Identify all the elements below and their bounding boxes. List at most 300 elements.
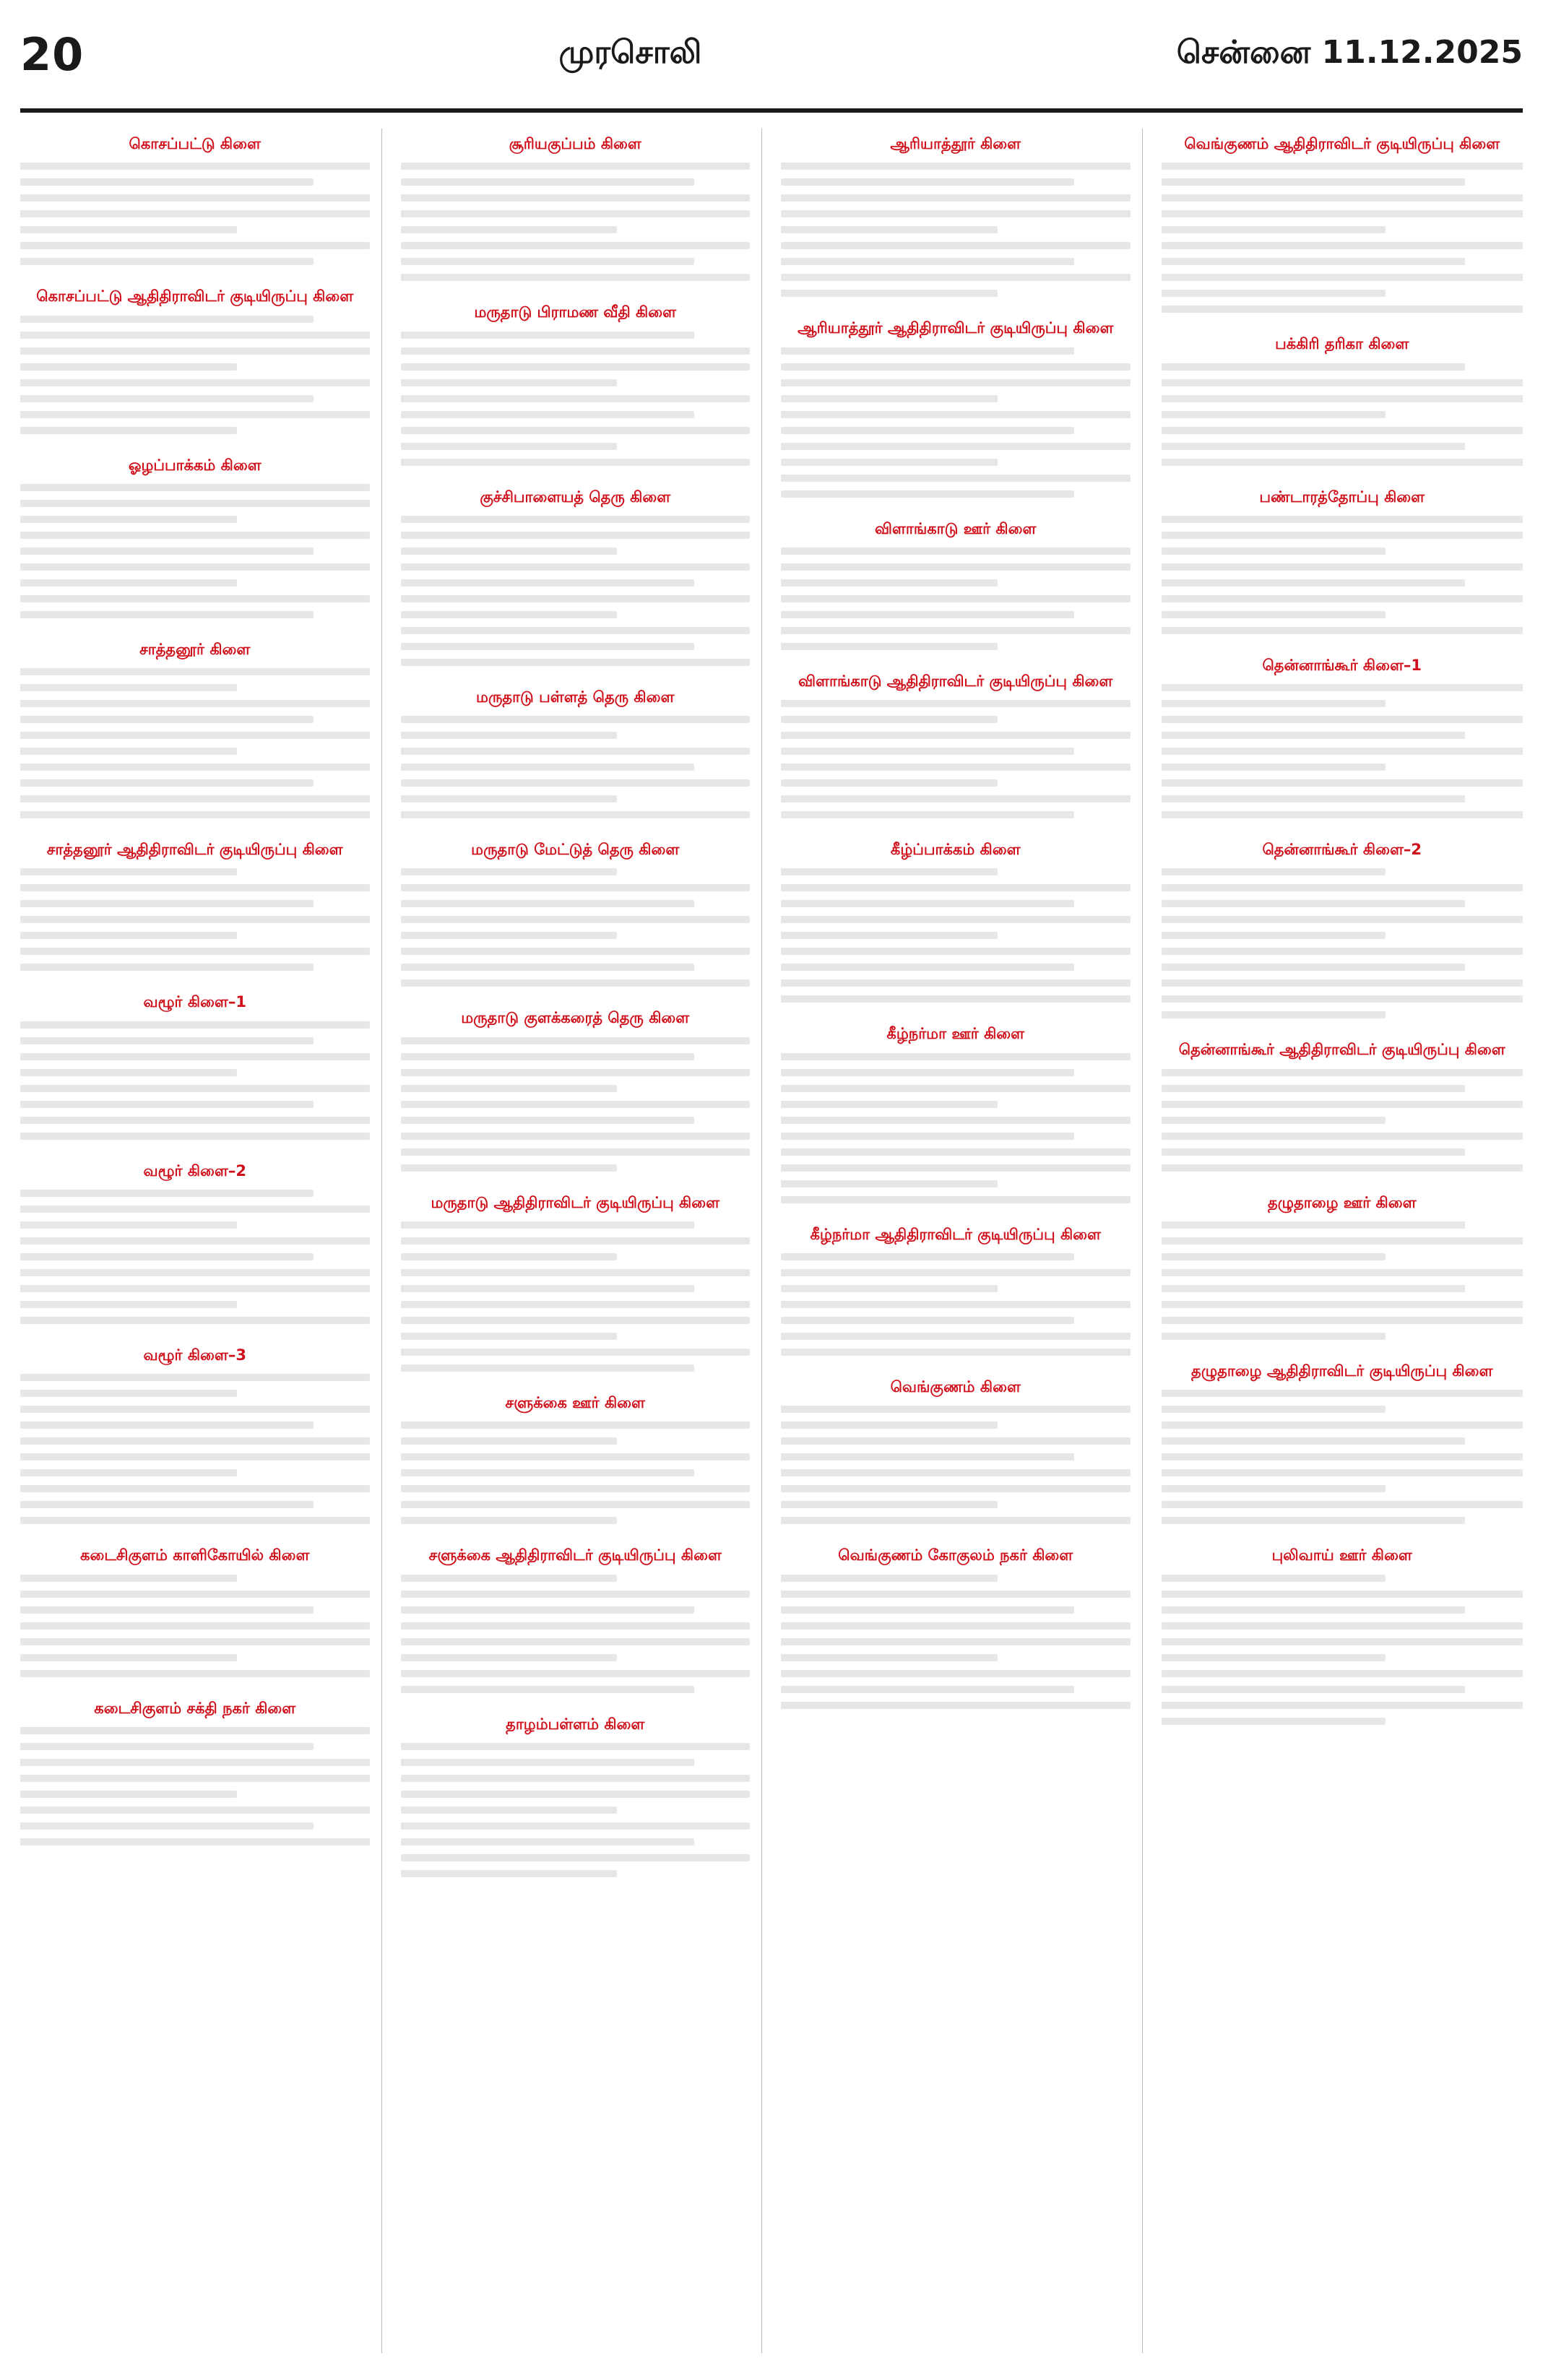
text-line-placeholder [401, 1591, 751, 1598]
text-line-placeholder [20, 1085, 370, 1092]
text-line-placeholder [20, 948, 370, 955]
text-line-placeholder [20, 684, 237, 691]
branch-section [401, 303, 751, 465]
text-line-placeholder [401, 1575, 618, 1582]
text-line-placeholder [401, 1822, 751, 1830]
branch-body-placeholder [20, 1727, 370, 1845]
text-line-placeholder [781, 1069, 1074, 1076]
text-line-placeholder [401, 1759, 694, 1766]
text-line-placeholder [20, 900, 314, 907]
text-line-placeholder [781, 627, 1131, 634]
text-line-placeholder [781, 1421, 998, 1429]
text-line-placeholder [401, 1053, 694, 1060]
text-line-placeholder [401, 611, 618, 618]
text-line-placeholder [1162, 274, 1523, 281]
branch-title: வெங்குணம் கிளை [890, 1378, 1021, 1396]
text-line-placeholder [1162, 1718, 1386, 1725]
branch-section [781, 840, 1131, 1003]
branch-body-placeholder [20, 316, 370, 434]
text-line-placeholder [781, 1317, 1074, 1324]
text-line-placeholder [401, 563, 751, 571]
text-line-placeholder [401, 884, 751, 891]
text-line-placeholder [1162, 795, 1465, 802]
text-line-placeholder [20, 411, 370, 418]
text-line-placeholder [1162, 1117, 1386, 1124]
text-line-placeholder [20, 1301, 237, 1308]
text-line-placeholder [781, 443, 1131, 450]
text-line-placeholder [401, 1133, 751, 1140]
text-line-placeholder [1162, 1148, 1465, 1156]
masthead [20, 0, 1523, 113]
branch-section [401, 840, 751, 987]
text-line-placeholder [1162, 516, 1523, 523]
text-line-placeholder [1162, 979, 1523, 987]
news-column [20, 129, 382, 2353]
text-line-placeholder [401, 1317, 751, 1324]
text-line-placeholder [20, 516, 237, 523]
text-line-placeholder [20, 716, 314, 723]
text-line-placeholder [401, 411, 694, 418]
text-line-placeholder [401, 932, 618, 939]
text-line-placeholder [20, 1037, 314, 1044]
text-line-placeholder [401, 1606, 694, 1614]
text-line-placeholder [20, 668, 370, 675]
text-line-placeholder [20, 611, 314, 618]
text-line-placeholder [20, 379, 370, 386]
text-line-placeholder [781, 1517, 1131, 1524]
branch-section [1162, 134, 1523, 313]
branch-body-placeholder [1162, 1575, 1523, 1725]
text-line-placeholder [1162, 1702, 1523, 1709]
text-line-placeholder [20, 1069, 237, 1076]
text-line-placeholder [401, 1469, 694, 1476]
text-line-placeholder [1162, 1654, 1386, 1661]
text-line-placeholder [781, 868, 998, 875]
edition-date: சென்னை 11.12.2025 [1176, 33, 1523, 71]
text-line-placeholder [781, 490, 1074, 498]
branch-section [781, 672, 1131, 818]
text-line-placeholder [1162, 1469, 1523, 1476]
text-line-placeholder [1162, 194, 1523, 202]
branch-body-placeholder [401, 163, 751, 281]
text-line-placeholder [1162, 1517, 1465, 1524]
branch-title: பண்டாரத்தோப்பு கிளை [1259, 488, 1425, 506]
branch-body-placeholder [401, 716, 751, 818]
text-line-placeholder [781, 884, 1131, 891]
branch-body-placeholder [401, 1037, 751, 1172]
branch-body-placeholder [781, 1575, 1131, 1709]
branch-body-placeholder [781, 347, 1131, 498]
text-line-placeholder [1162, 763, 1386, 771]
text-line-placeholder [1162, 1085, 1465, 1092]
text-line-placeholder [1162, 1485, 1386, 1492]
text-line-placeholder [20, 1606, 314, 1614]
text-line-placeholder [1162, 1221, 1465, 1229]
text-line-placeholder [20, 210, 370, 217]
text-line-placeholder [401, 532, 751, 539]
text-line-placeholder [401, 659, 751, 666]
text-line-placeholder [1162, 811, 1523, 818]
text-line-placeholder [20, 1501, 314, 1508]
branch-section [1162, 1362, 1523, 1524]
text-line-placeholder [401, 1269, 751, 1276]
text-line-placeholder [781, 1253, 1074, 1260]
branch-title: தழுதாழை ஆதிதிராவிடர் குடியிருப்பு கிளை [1191, 1362, 1493, 1380]
text-line-placeholder [781, 1702, 1131, 1709]
branch-title: வழூர் கிளை–1 [143, 993, 246, 1011]
branch-section [20, 992, 370, 1139]
text-line-placeholder [1162, 595, 1523, 602]
text-line-placeholder [781, 795, 1131, 802]
branch-section [1162, 1546, 1523, 1724]
text-line-placeholder [781, 763, 1131, 771]
branch-title: சளுக்கை ஆதிதிராவிடர் குடியிருப்பு கிளை [428, 1546, 722, 1565]
text-line-placeholder [401, 443, 618, 450]
text-line-placeholder [20, 242, 370, 249]
text-line-placeholder [401, 1237, 751, 1245]
text-line-placeholder [781, 1180, 998, 1187]
branch-title: ஓழப்பாக்கம் கிளை [128, 456, 262, 474]
text-line-placeholder [401, 1791, 751, 1798]
branch-body-placeholder [20, 668, 370, 818]
text-line-placeholder [20, 1727, 370, 1734]
text-line-placeholder [20, 1469, 237, 1476]
branch-section [20, 840, 370, 971]
text-line-placeholder [1162, 532, 1523, 539]
text-line-placeholder [20, 811, 370, 818]
text-line-placeholder [401, 1148, 751, 1156]
branch-section [781, 134, 1131, 297]
text-line-placeholder [401, 347, 751, 355]
text-line-placeholder [1162, 779, 1523, 787]
news-column [401, 129, 763, 2353]
branch-title: வெங்குணம் கோகுலம் நகர் கிளை [838, 1546, 1073, 1565]
text-line-placeholder [20, 1670, 370, 1677]
text-line-placeholder [781, 548, 1131, 555]
text-line-placeholder [20, 1437, 370, 1445]
branch-title: கொசப்பட்டு ஆதிதிராவிடர் குடியிருப்பு கிளை [36, 287, 354, 306]
branch-title: தென்னாங்கூர் கிளை–2 [1262, 841, 1422, 859]
text-line-placeholder [20, 1101, 314, 1108]
text-line-placeholder [1162, 1406, 1386, 1413]
text-line-placeholder [1162, 242, 1523, 249]
text-line-placeholder [20, 795, 370, 802]
text-line-placeholder [781, 1053, 1131, 1060]
text-line-placeholder [781, 1501, 998, 1508]
text-line-placeholder [781, 1085, 1131, 1092]
text-line-placeholder [401, 1654, 618, 1661]
text-line-placeholder [781, 611, 1074, 618]
text-line-placeholder [781, 732, 1131, 739]
text-line-placeholder [401, 194, 751, 202]
text-line-placeholder [20, 1575, 237, 1582]
branch-body-placeholder [20, 1374, 370, 1524]
text-line-placeholder [401, 1622, 751, 1630]
branch-body-placeholder [401, 1575, 751, 1693]
text-line-placeholder [20, 964, 314, 971]
text-line-placeholder [20, 579, 237, 587]
branch-title: தழுதாழை ஊர் கிளை [1267, 1193, 1417, 1211]
text-line-placeholder [20, 548, 314, 555]
text-line-placeholder [1162, 1686, 1465, 1693]
text-line-placeholder [401, 1686, 694, 1693]
branch-title: சாத்தனூர் ஆதிதிராவிடர் குடியிருப்பு கிளை [46, 841, 343, 859]
text-line-placeholder [1162, 258, 1465, 265]
text-line-placeholder [781, 563, 1131, 571]
branch-section [781, 1225, 1131, 1356]
text-line-placeholder [401, 643, 694, 650]
text-line-placeholder [1162, 363, 1465, 371]
branch-title: கீழ்ப்பாக்கம் கிளை [890, 841, 1021, 859]
text-line-placeholder [781, 163, 1131, 170]
branch-body-placeholder [1162, 163, 1523, 313]
text-line-placeholder [781, 178, 1074, 186]
text-line-placeholder [781, 595, 1131, 602]
text-line-placeholder [1162, 1011, 1386, 1018]
branch-section [20, 456, 370, 618]
text-line-placeholder [1162, 563, 1523, 571]
branch-section [20, 287, 370, 433]
text-line-placeholder [20, 1317, 370, 1324]
news-column [1162, 129, 1523, 2353]
text-line-placeholder [20, 1190, 314, 1197]
text-line-placeholder [1162, 1421, 1523, 1429]
branch-body-placeholder [1162, 684, 1523, 818]
text-line-placeholder [1162, 900, 1465, 907]
text-line-placeholder [781, 1333, 1131, 1340]
branch-body-placeholder [781, 1253, 1131, 1356]
text-line-placeholder [1162, 1501, 1523, 1508]
branch-title: மருதாடு பிராமண வீதி கிளை [474, 303, 677, 321]
text-line-placeholder [20, 868, 237, 875]
text-line-placeholder [1162, 579, 1465, 587]
text-line-placeholder [20, 932, 237, 939]
text-line-placeholder [1162, 1606, 1465, 1614]
branch-section [781, 1546, 1131, 1708]
text-line-placeholder [401, 1638, 751, 1645]
text-line-placeholder [20, 1759, 370, 1766]
branch-body-placeholder [20, 868, 370, 971]
branch-section [20, 134, 370, 265]
text-line-placeholder [401, 1453, 751, 1461]
text-line-placeholder [20, 563, 370, 571]
branch-body-placeholder [1162, 1069, 1523, 1172]
branch-section [781, 319, 1131, 497]
branch-title: தென்னாங்கூர் கிளை–1 [1262, 656, 1422, 674]
branch-title: சளுக்கை ஊர் கிளை [505, 1394, 645, 1412]
branch-section [1162, 840, 1523, 1018]
text-line-placeholder [1162, 1164, 1523, 1172]
text-line-placeholder [20, 347, 370, 355]
text-line-placeholder [1162, 884, 1523, 891]
branch-body-placeholder [401, 1743, 751, 1877]
text-line-placeholder [401, 163, 751, 170]
branch-body-placeholder [20, 163, 370, 265]
text-line-placeholder [781, 1349, 1131, 1356]
text-line-placeholder [401, 459, 751, 466]
text-line-placeholder [20, 1237, 370, 1245]
branch-body-placeholder [401, 868, 751, 987]
branch-body-placeholder [1162, 868, 1523, 1018]
text-line-placeholder [401, 1806, 618, 1814]
text-line-placeholder [781, 900, 1074, 907]
text-line-placeholder [781, 194, 1131, 202]
text-line-placeholder [20, 194, 370, 202]
text-line-placeholder [1162, 1591, 1523, 1598]
text-line-placeholder [20, 1775, 370, 1782]
text-line-placeholder [1162, 395, 1523, 402]
branch-section [1162, 1040, 1523, 1171]
text-line-placeholder [401, 916, 751, 923]
text-line-placeholder [1162, 948, 1523, 955]
branch-section [781, 1024, 1131, 1203]
branch-title: கடைசிகுளம் சக்தி நகர் கிளை [94, 1699, 296, 1717]
text-line-placeholder [20, 1453, 370, 1461]
branch-title: விளாங்காடு ஆதிதிராவிடர் குடியிருப்பு கிளை [798, 672, 1113, 690]
text-line-placeholder [20, 1822, 314, 1830]
text-line-placeholder [20, 1622, 370, 1630]
text-line-placeholder [781, 242, 1131, 249]
news-column [781, 129, 1143, 2353]
text-line-placeholder [20, 1117, 370, 1124]
text-line-placeholder [401, 210, 751, 217]
branch-body-placeholder [20, 1021, 370, 1140]
text-line-placeholder [781, 916, 1131, 923]
branch-body-placeholder [20, 484, 370, 618]
branch-body-placeholder [401, 1421, 751, 1524]
text-line-placeholder [20, 1654, 237, 1661]
text-line-placeholder [781, 1164, 1131, 1172]
text-line-placeholder [781, 1575, 998, 1582]
branch-title: பக்கிரி தரிகா கிளை [1275, 335, 1409, 353]
text-line-placeholder [1162, 964, 1465, 971]
text-line-placeholder [781, 1453, 1074, 1461]
text-line-placeholder [20, 363, 237, 371]
text-line-placeholder [781, 643, 998, 650]
text-line-placeholder [781, 459, 998, 466]
branch-section [401, 488, 751, 666]
text-line-placeholder [401, 332, 694, 339]
branch-title: தென்னாங்கூர் ஆதிதிராவிடர் குடியிருப்பு கிளை [1178, 1041, 1505, 1059]
text-line-placeholder [401, 1301, 751, 1308]
text-line-placeholder [1162, 1301, 1523, 1308]
text-line-placeholder [401, 1485, 751, 1492]
text-line-placeholder [1162, 1390, 1523, 1397]
text-line-placeholder [1162, 627, 1523, 634]
branch-section [1162, 488, 1523, 634]
text-line-placeholder [20, 1485, 370, 1492]
text-line-placeholder [20, 1791, 237, 1798]
text-line-placeholder [401, 1838, 694, 1845]
text-line-placeholder [1162, 1622, 1523, 1630]
text-line-placeholder [401, 1253, 618, 1260]
text-line-placeholder [781, 1622, 1131, 1630]
text-line-placeholder [781, 1469, 1131, 1476]
text-line-placeholder [1162, 868, 1386, 875]
text-line-placeholder [401, 779, 751, 787]
text-line-placeholder [781, 1591, 1131, 1598]
text-line-placeholder [781, 1301, 1131, 1308]
text-line-placeholder [781, 274, 1131, 281]
text-line-placeholder [401, 716, 751, 723]
text-line-placeholder [401, 274, 751, 281]
branch-body-placeholder [1162, 516, 1523, 634]
text-line-placeholder [1162, 1437, 1465, 1445]
text-line-placeholder [781, 716, 998, 723]
text-line-placeholder [781, 979, 1131, 987]
text-line-placeholder [1162, 210, 1523, 217]
branch-title: ஆரியாத்தூர் கிளை [890, 135, 1021, 152]
branch-body-placeholder [781, 1053, 1131, 1203]
text-line-placeholder [401, 979, 751, 987]
text-line-placeholder [1162, 1670, 1523, 1677]
text-line-placeholder [401, 1101, 751, 1108]
branch-body-placeholder [1162, 363, 1523, 466]
branch-title: விளாங்காடு ஊர் கிளை [875, 519, 1037, 537]
text-line-placeholder [781, 1638, 1131, 1645]
text-line-placeholder [401, 868, 618, 875]
branch-section [20, 1546, 370, 1676]
text-line-placeholder [401, 258, 694, 265]
text-line-placeholder [781, 932, 998, 939]
branch-section [1162, 334, 1523, 465]
text-line-placeholder [1162, 1285, 1465, 1292]
text-line-placeholder [401, 763, 694, 771]
text-line-placeholder [401, 579, 694, 587]
text-line-placeholder [401, 379, 618, 386]
text-line-placeholder [20, 1390, 237, 1397]
text-line-placeholder [20, 163, 370, 170]
text-line-placeholder [401, 1164, 618, 1172]
text-line-placeholder [781, 363, 1131, 371]
text-line-placeholder [1162, 932, 1386, 939]
text-line-placeholder [781, 1670, 1131, 1677]
text-line-placeholder [20, 1743, 314, 1750]
text-line-placeholder [781, 1437, 1131, 1445]
text-line-placeholder [401, 1437, 618, 1445]
text-line-placeholder [1162, 1317, 1523, 1324]
branch-section [1162, 1193, 1523, 1340]
text-line-placeholder [1162, 443, 1465, 450]
text-line-placeholder [1162, 379, 1523, 386]
branch-body-placeholder [401, 1221, 751, 1372]
text-line-placeholder [20, 316, 314, 323]
text-line-placeholder [20, 427, 237, 434]
text-line-placeholder [781, 290, 998, 297]
text-line-placeholder [781, 948, 1131, 955]
text-line-placeholder [20, 884, 370, 891]
text-line-placeholder [781, 1654, 998, 1661]
text-line-placeholder [781, 1269, 1131, 1276]
text-line-placeholder [401, 1221, 694, 1229]
text-line-placeholder [1162, 732, 1465, 739]
text-line-placeholder [401, 427, 751, 434]
branch-body-placeholder [1162, 1221, 1523, 1340]
text-line-placeholder [401, 395, 751, 402]
text-line-placeholder [401, 795, 618, 802]
paper-name: முரசொலி [558, 33, 702, 71]
text-line-placeholder [20, 1269, 370, 1276]
text-line-placeholder [401, 1775, 751, 1782]
text-line-placeholder [781, 1606, 1074, 1614]
branch-section [20, 1346, 370, 1524]
text-line-placeholder [401, 516, 751, 523]
text-line-placeholder [1162, 1575, 1386, 1582]
text-line-placeholder [401, 242, 751, 249]
branch-title: கடைசிகுளம் காளிகோயில் கிளை [80, 1546, 310, 1565]
text-line-placeholder [781, 811, 1074, 818]
text-line-placeholder [20, 500, 370, 507]
